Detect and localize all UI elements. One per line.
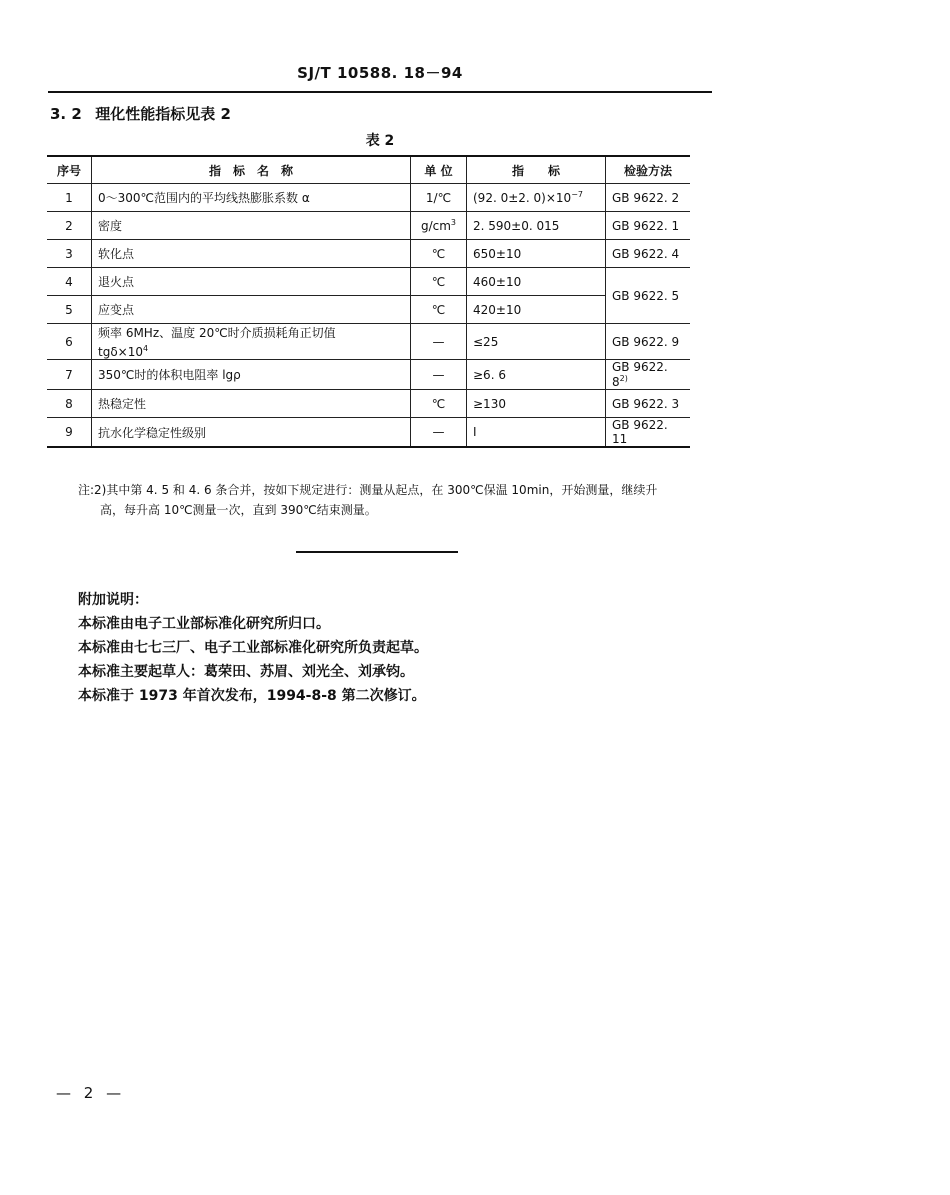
indicator-exponent: −7 [571,190,583,199]
addendum [78,588,428,708]
table-row [47,324,690,360]
header-method: 检验方法 [606,156,691,184]
row-name: 热稳定性 [92,390,411,418]
table-row [47,418,690,448]
table-row [47,240,690,268]
addendum-line: 本标准主要起草人：葛荣田、苏眉、刘光全、刘承钧。 [78,664,414,680]
header-rule [48,91,712,93]
table-row [47,296,690,324]
row-indicator: 2. 590±0. 015 [467,212,606,240]
table-row [47,360,690,390]
row-indicator: ≥130 [467,390,606,418]
row-name [92,324,411,360]
name-line-2-text: tgδ×10 [98,345,143,359]
row-unit: ℃ [411,390,467,418]
row-no: 2 [47,212,92,240]
name-line-1: 频率 6MHz、温度 20℃时介质损耗角正切值 [98,326,336,340]
row-unit: 1/℃ [411,184,467,212]
row-no: 5 [47,296,92,324]
row-unit: — [411,418,467,448]
end-rule [296,551,458,553]
section-number: 3. 2 [50,105,82,123]
row-method: GB 9622. 3 [606,390,691,418]
row-indicator [467,184,606,212]
row-method: GB 9622. 1 [606,212,691,240]
table-row [47,268,690,296]
row-name: 退火点 [92,268,411,296]
row-indicator: ≥6. 6 [467,360,606,390]
row-name: 密度 [92,212,411,240]
page-number: — 2 — [56,1084,126,1102]
row-indicator: I [467,418,606,448]
row-method: GB 9622. 4 [606,240,691,268]
addendum-line: 本标准由电子工业部标准化研究所归口。 [78,616,330,632]
header-indicator: 指 标 [467,156,606,184]
row-no: 6 [47,324,92,360]
row-no: 1 [47,184,92,212]
row-unit: — [411,324,467,360]
note-line-1: 注:2)其中第 4. 5 和 4. 6 条合并，按如下规定进行：测量从起点，在 300℃保温 10min，开始测量，继续升 [78,483,658,497]
row-unit [411,212,467,240]
method-value: GB 9622. 8 [612,360,668,389]
addendum-line: 本标准于 1973 年首次发布，1994-8-8 第二次修订。 [78,688,426,704]
row-no: 8 [47,390,92,418]
table-row [47,390,690,418]
table-caption: 表 2 [365,133,395,149]
row-indicator: 420±10 [467,296,606,324]
unit-exponent: 3 [450,218,457,227]
row-no: 3 [47,240,92,268]
header-name: 指 标 名 称 [92,156,411,184]
row-name: 软化点 [92,240,411,268]
table-row [47,212,690,240]
row-name: 应变点 [92,296,411,324]
section-heading [50,103,231,124]
row-no: 4 [47,268,92,296]
row-unit: ℃ [411,296,467,324]
row-unit: — [411,360,467,390]
footnote-ref: 2) [619,374,628,383]
row-method: GB 9622. 2 [606,184,691,212]
header-no: 序号 [47,156,92,184]
row-method: GB 9622. 5 [606,268,691,324]
row-indicator: 460±10 [467,268,606,296]
unit-value: g/cm [420,219,451,233]
indicator-value: (92. 0±2. 0)×10 [473,191,572,205]
table-row [47,184,690,212]
row-no: 9 [47,418,92,448]
row-method [606,360,691,390]
standard-code: SJ/T 10588. 18－94 [297,64,463,82]
row-name: 抗水化学稳定性级别 [92,418,411,448]
row-name: 350℃时的体积电阻率 lgρ [92,360,411,390]
row-name: 0～300℃范围内的平均线热膨胀系数 α [92,184,411,212]
row-method: GB 9622. 9 [606,324,691,360]
table-header-row [47,156,690,184]
header-unit: 单 位 [411,156,467,184]
addendum-title: 附加说明： [78,592,148,608]
row-unit: ℃ [411,268,467,296]
name-line-2 [98,344,404,359]
addendum-line: 本标准由七七三厂、电子工业部标准化研究所负责起草。 [78,640,428,656]
row-indicator: 650±10 [467,240,606,268]
section-title: 理化性能指标见表 2 [95,105,231,123]
row-no: 7 [47,360,92,390]
row-unit: ℃ [411,240,467,268]
properties-table [47,155,690,448]
name-line-2-exponent: 4 [143,344,149,353]
row-indicator: ≤25 [467,324,606,360]
note-line-2: 高，每升高 10℃测量一次，直到 390℃结束测量。 [100,503,377,517]
row-method: GB 9622. 11 [606,418,691,448]
table-note [78,480,718,520]
